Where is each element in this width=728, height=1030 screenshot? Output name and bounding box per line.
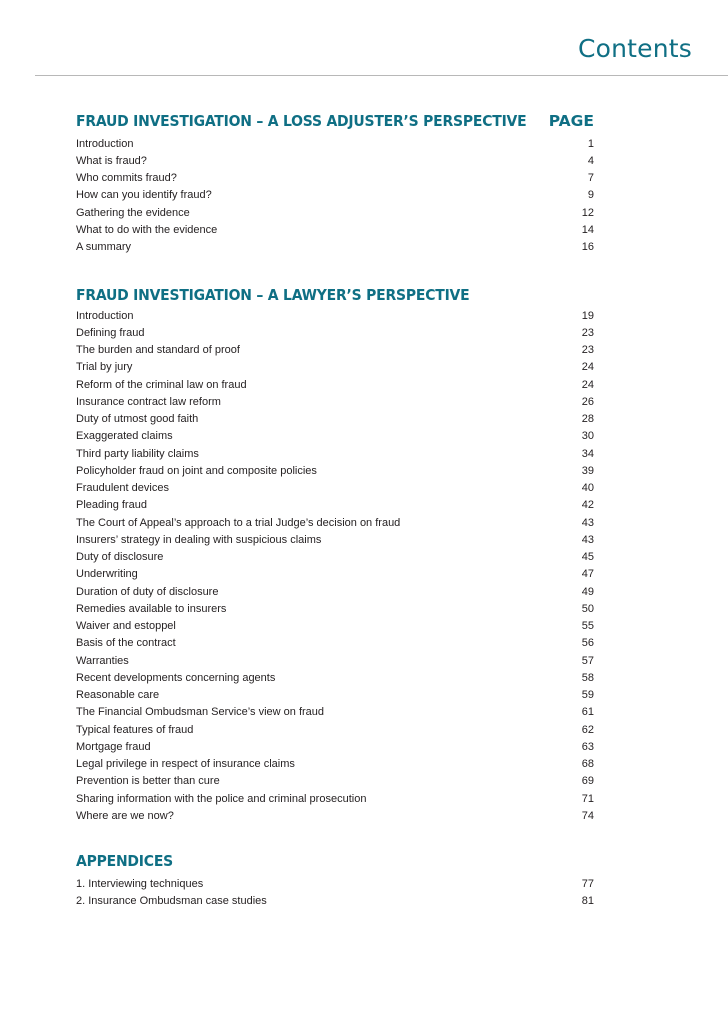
toc-section-lawyer xyxy=(76,286,594,825)
toc-entry-label: The Court of Appeal’s approach to a trial Judge’s decision on fraud xyxy=(76,516,401,529)
toc-entry-list xyxy=(76,308,594,826)
toc-entry[interactable] xyxy=(76,653,594,670)
toc-entry-page-number: 47 xyxy=(581,568,594,581)
toc-entry-label: Warranties xyxy=(76,654,129,667)
toc-entry-label: Duration of duty of disclosure xyxy=(76,585,219,598)
toc-entry-label: Duty of disclosure xyxy=(76,551,164,563)
toc-entry-label: Introduction xyxy=(76,309,134,322)
toc-entry-label: The burden and standard of proof xyxy=(76,344,240,356)
section-header xyxy=(76,112,594,136)
toc-entry[interactable] xyxy=(76,687,594,704)
title-divider xyxy=(35,75,728,76)
toc-entry-label: 1. Interviewing techniques xyxy=(76,877,204,890)
toc-entry[interactable] xyxy=(76,411,594,428)
toc-entry-label: Defining fraud xyxy=(76,326,145,339)
toc-entry-page-number: 30 xyxy=(581,430,594,443)
toc-entry-page-number: 49 xyxy=(581,585,594,598)
toc-entry-label: Trial by jury xyxy=(76,361,133,374)
toc-entry[interactable] xyxy=(76,446,594,463)
section-header xyxy=(76,286,594,310)
toc-entry[interactable] xyxy=(76,497,594,514)
toc-entry-label: Waiver and estoppel xyxy=(76,620,176,632)
toc-entry-page-number: 7 xyxy=(587,172,594,184)
toc-entry-label: 2. Insurance Ombudsman case studies xyxy=(76,894,267,907)
toc-entry[interactable] xyxy=(76,773,594,790)
toc-entry-page-number: 23 xyxy=(581,344,594,356)
toc-entry-page-number: 68 xyxy=(581,758,594,770)
toc-entry-page-number: 24 xyxy=(581,361,594,374)
toc-entry[interactable] xyxy=(76,722,594,739)
toc-section-appendices xyxy=(76,852,594,910)
toc-entry-page-number: 61 xyxy=(581,706,594,719)
toc-entry-page-number: 71 xyxy=(581,792,594,805)
toc-entry-page-number: 63 xyxy=(581,740,594,753)
section-title: FRAUD INVESTIGATION – A LOSS ADJUSTER’S PERSPECTIVE xyxy=(76,112,527,130)
toc-entry-label: Reform of the criminal law on fraud xyxy=(76,378,247,391)
toc-entry-label: Insurance contract law reform xyxy=(76,395,221,408)
toc-entry-page-number: 59 xyxy=(581,689,594,701)
toc-entry-list xyxy=(76,136,594,257)
toc-entry[interactable] xyxy=(76,739,594,756)
toc-entry-label: The Financial Ombudsman Service’s view on fraud xyxy=(76,706,325,719)
page-column-label: PAGE xyxy=(548,112,594,130)
toc-entry[interactable] xyxy=(76,136,594,153)
toc-entry-page-number: 57 xyxy=(581,654,594,667)
toc-entry[interactable] xyxy=(76,153,594,170)
toc-entry-page-number: 28 xyxy=(581,413,594,425)
toc-entry[interactable] xyxy=(76,893,594,910)
toc-entry[interactable] xyxy=(76,359,594,376)
toc-entry-page-number: 74 xyxy=(581,809,594,822)
toc-entry-page-number: 39 xyxy=(581,464,594,477)
toc-entry-label: Duty of utmost good faith xyxy=(76,413,199,425)
toc-entry-label: What is fraud? xyxy=(76,154,147,167)
toc-entry-label: Recent developments concerning agents xyxy=(76,671,276,684)
section-title: APPENDICES xyxy=(76,852,173,870)
toc-entry[interactable] xyxy=(76,342,594,359)
toc-entry-page-number: 62 xyxy=(581,723,594,736)
toc-entry[interactable] xyxy=(76,515,594,532)
section-header xyxy=(76,852,594,876)
toc-entry-label: Underwriting xyxy=(76,568,138,581)
toc-entry[interactable] xyxy=(76,308,594,325)
toc-entry[interactable] xyxy=(76,532,594,549)
toc-entry[interactable] xyxy=(76,704,594,721)
toc-entry-label: Basis of the contract xyxy=(76,637,176,650)
toc-entry-label: Prevention is better than cure xyxy=(76,775,220,788)
toc-entry-label: Gathering the evidence xyxy=(76,206,190,219)
toc-entry[interactable] xyxy=(76,549,594,566)
toc-entry-label: Reasonable care xyxy=(76,689,160,701)
toc-entry-label: Policyholder fraud on joint and composite policies xyxy=(76,464,317,477)
toc-entry-page-number: 34 xyxy=(581,447,594,460)
toc-entry-label: Introduction xyxy=(76,137,134,150)
toc-entry-page-number: 43 xyxy=(581,533,594,546)
toc-entry-page-number: 77 xyxy=(581,877,594,890)
toc-entry-label: What to do with the evidence xyxy=(76,223,218,236)
toc-entry-label: Third party liability claims xyxy=(76,447,199,460)
toc-entry-page-number: 43 xyxy=(581,516,594,529)
page-title: Contents xyxy=(577,34,692,63)
toc-entry[interactable] xyxy=(76,222,594,239)
toc-entry-page-number: 40 xyxy=(581,482,594,494)
toc-section-loss-adjuster xyxy=(76,112,594,256)
toc-entry-page-number: 50 xyxy=(581,602,594,615)
toc-entry-label: Remedies available to insurers xyxy=(76,602,227,615)
toc-entry-page-number: 4 xyxy=(587,154,594,167)
toc-entry[interactable] xyxy=(76,584,594,601)
toc-entry-page-number: 14 xyxy=(581,223,594,236)
toc-entry-page-number: 69 xyxy=(581,775,594,788)
toc-entry[interactable] xyxy=(76,618,594,635)
toc-entry[interactable] xyxy=(76,187,594,204)
section-title: FRAUD INVESTIGATION – A LAWYER’S PERSPECTIVE xyxy=(76,286,470,304)
toc-entry-label: How can you identify fraud? xyxy=(76,189,212,202)
toc-entry[interactable] xyxy=(76,377,594,394)
toc-entry[interactable] xyxy=(76,601,594,618)
toc-entry[interactable] xyxy=(76,463,594,480)
toc-entry-label: Fraudulent devices xyxy=(76,482,169,494)
toc-entry-page-number: 24 xyxy=(581,378,594,391)
toc-entry[interactable] xyxy=(76,566,594,583)
toc-entry-page-number: 56 xyxy=(581,637,594,650)
toc-entry[interactable] xyxy=(76,428,594,445)
toc-entry-page-number: 45 xyxy=(581,551,594,563)
toc-entry-page-number: 19 xyxy=(581,309,594,322)
toc-entry-page-number: 26 xyxy=(581,395,594,408)
toc-entry-page-number: 12 xyxy=(581,206,594,219)
toc-entry[interactable] xyxy=(76,205,594,222)
toc-entry[interactable] xyxy=(76,394,594,411)
toc-entry-page-number: 16 xyxy=(581,241,594,253)
toc-entry[interactable] xyxy=(76,239,594,256)
toc-entry[interactable] xyxy=(76,325,594,342)
toc-entry-label: Pleading fraud xyxy=(76,499,147,512)
toc-entry[interactable] xyxy=(76,170,594,187)
toc-entry-label: Exaggerated claims xyxy=(76,430,173,443)
toc-entry-label: Legal privilege in respect of insurance claims xyxy=(76,758,295,770)
toc-entry[interactable] xyxy=(76,756,594,773)
toc-entry-label: Typical features of fraud xyxy=(76,723,194,736)
toc-entry-page-number: 58 xyxy=(581,671,594,684)
toc-entry-label: A summary xyxy=(76,241,132,253)
toc-entry[interactable] xyxy=(76,876,594,893)
toc-entry-page-number: 9 xyxy=(587,189,594,202)
toc-entry[interactable] xyxy=(76,670,594,687)
toc-entry-label: Sharing information with the police and criminal prosecution xyxy=(76,792,367,805)
toc-entry-label: Insurers’ strategy in dealing with suspicious claims xyxy=(76,533,322,546)
toc-entry-page-number: 23 xyxy=(581,326,594,339)
toc-entry[interactable] xyxy=(76,480,594,497)
toc-entry-page-number: 55 xyxy=(581,620,594,632)
toc-entry-label: Who commits fraud? xyxy=(76,172,177,184)
toc-entry-page-number: 1 xyxy=(587,137,594,150)
toc-entry-label: Where are we now? xyxy=(76,809,174,822)
toc-entry-label: Mortgage fraud xyxy=(76,740,151,753)
toc-entry[interactable] xyxy=(76,808,594,825)
toc-entry[interactable] xyxy=(76,635,594,652)
toc-entry-page-number: 42 xyxy=(581,499,594,512)
toc-entry-page-number: 81 xyxy=(581,894,594,907)
toc-entry[interactable] xyxy=(76,791,594,808)
toc-entry-list xyxy=(76,876,594,911)
